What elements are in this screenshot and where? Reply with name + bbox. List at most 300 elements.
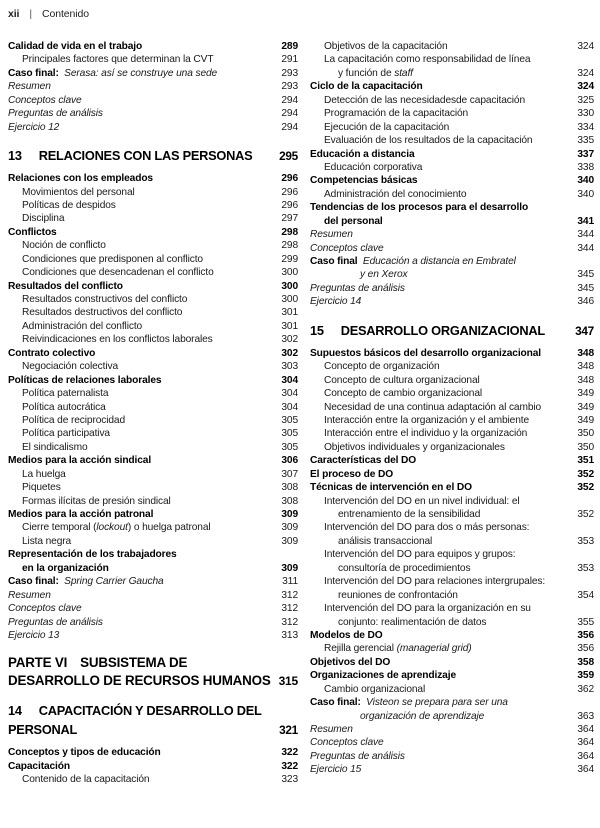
toc-entry-text [8,320,142,333]
toc-page-number: 353 [577,535,594,547]
toc-page-number: 350 [577,428,594,440]
toc-entry [8,212,298,225]
toc-entry-text [8,146,252,165]
toc-entry-segment: La capacitación como responsabilidad de línea [324,54,531,66]
toc-entry-segment: Preguntas de análisis [8,108,103,120]
toc-entry-segment: reuniones de confrontación [338,589,458,601]
toc-entry-text [8,293,187,306]
toc-page-number: 298 [281,240,298,252]
toc-entry-text [310,148,414,161]
toc-entry-segment: DESARROLLO DE RECURSOS HUMANOS [8,672,271,688]
toc-entry-segment: RELACIONES CON LAS PERSONAS [38,148,253,164]
toc-entry-text [310,387,482,400]
toc-entry [8,535,298,548]
toc-entry-segment: Ciclo de la capacitación [310,81,423,93]
toc-entry [8,121,298,134]
toc-entry-text [8,226,57,239]
toc-entry-segment: Concepto de organización [324,361,440,373]
toc-entry-segment: Educación corporativa [324,161,423,173]
toc-entry-segment: Piquetes [22,482,61,494]
toc-spacer [8,165,298,172]
toc-entry [310,282,594,295]
toc-entry-segment: Movimientos del personal [22,186,135,198]
toc-entry [8,468,298,481]
toc-entry [310,508,594,521]
toc-page-number: 344 [577,229,594,241]
toc-entry-text [310,575,545,588]
toc-entry [310,441,594,454]
toc-part-entry [8,672,298,690]
toc-entry-segment: del personal [324,215,383,227]
toc-entry-text [8,575,164,588]
toc-entry [310,414,594,427]
toc-entry-text [310,121,449,134]
toc-page-number: 324 [577,81,594,93]
toc-chapter-entry [8,720,298,739]
toc-entry-text [8,602,82,615]
toc-page-number: 304 [281,388,298,400]
running-header [8,8,89,20]
toc-page-number: 330 [577,108,594,120]
toc-entry-text [310,656,390,669]
toc-page-number: 299 [281,253,298,265]
toc-entry-segment: Cierre temporal ( [22,522,97,534]
toc-page-number: 315 [278,673,298,688]
toc-page-number: 301 [281,307,298,319]
toc-entry-segment: Resumen [310,724,353,735]
toc-entry [8,199,298,212]
toc-page-number: 355 [577,616,594,628]
toc-entry-segment: Preguntas de análisis [310,750,405,762]
toc-page-number: 295 [279,149,298,164]
toc-entry-segment: Características del DO [310,455,417,467]
toc-entry-text [8,280,123,293]
toc-entry-segment: Noción de conflicto [22,240,106,252]
toc-entry [310,255,594,268]
toc-entry-segment: PERSONAL [8,722,78,738]
toc-entry-segment: Interacción entre la organización y el ambiente [324,414,530,426]
toc-entry [8,253,298,266]
toc-entry-segment: Objetivos del DO [310,656,391,668]
toc-entry-segment: entrenamiento de la sensibilidad [338,509,481,520]
toc-entry-text [310,94,525,107]
toc-entry-text [310,268,408,281]
toc-page-number: 305 [281,441,298,453]
toc-entry-text [8,481,61,494]
toc-entry-segment: Administración del conflicto [22,320,143,332]
toc-entry-text [8,401,106,414]
toc-page-number: 341 [577,215,594,227]
toc-entry-text [310,589,458,602]
toc-entry-text [8,186,135,199]
toc-page-number: 298 [281,226,298,238]
toc-entry [8,320,298,333]
toc-entry-segment: Ejecución de la capacitación [324,121,450,133]
toc-page-number: 349 [577,401,594,413]
toc-entry [310,295,594,308]
toc-page-number: 308 [281,482,298,494]
toc-entry-text [310,282,405,295]
toc-entry-segment: Política de reciprocidad [22,414,126,426]
toc-entry-text [310,80,423,93]
toc-entry [310,387,594,400]
toc-entry [8,441,298,454]
toc-entry [8,67,298,80]
toc-entry-segment: Intervención del DO para la organización en su [324,603,531,615]
toc-page-number: 350 [577,441,594,453]
toc-entry-text [310,750,405,763]
toc-entry-text [8,629,59,642]
toc-entry-segment: Políticas de relaciones laborales [8,374,162,386]
toc-page-number: 358 [577,656,594,668]
toc-page-number: 349 [577,388,594,400]
toc-entry-text [310,710,484,723]
toc-entry [8,333,298,346]
toc-entry [8,508,298,521]
toc-entry-text [8,172,153,185]
toc-page-number: 306 [281,455,298,467]
toc-entry [8,427,298,440]
toc-entry-text [310,669,456,682]
toc-page-number: 324 [577,67,594,79]
toc-entry-segment: Tendencias de los procesos para el desarrollo [310,202,529,214]
toc-entry-segment: 15 [310,322,324,338]
toc-part-entry [8,654,298,672]
toc-entry [8,107,298,120]
toc-page-number: 344 [577,242,594,254]
toc-entry [310,575,594,588]
toc-entry-text [8,654,187,672]
toc-page-number: 353 [577,562,594,574]
toc-entry-text [310,228,353,241]
toc-entry-segment: Principales factores que determinan la CVT [22,54,214,66]
toc-entry-text [310,53,530,66]
toc-entry-text [310,255,516,268]
toc-page-number: 356 [577,643,594,655]
toc-entry-segment: Concepto de cultura organizacional [324,374,480,386]
toc-entry-segment: Caso final: [310,697,361,709]
toc-page-number: 304 [281,374,298,386]
toc-page-number: 309 [281,535,298,547]
toc-page-number: 294 [281,108,298,120]
toc-entry-segment: Contenido de la capacitación [22,774,150,786]
toc-entry-segment: Resultados constructivos del conflicto [22,294,188,305]
toc-entry [310,481,594,494]
toc-entry-text [310,201,528,214]
toc-entry [8,760,298,773]
toc-entry-segment: Disciplina [22,213,65,225]
toc-entry [310,602,594,615]
toc-entry-segment: Conceptos clave [310,242,384,254]
toc-entry [310,215,594,228]
toc-entry [8,374,298,387]
toc-entry-text [310,441,505,454]
toc-entry-text [310,642,472,655]
toc-entry-text [8,387,108,400]
toc-page-number: 302 [281,347,298,359]
toc-entry [310,535,594,548]
toc-entry-segment: 14 [8,703,22,719]
toc-entry [8,186,298,199]
toc-page-number: 297 [281,213,298,225]
toc-entry-text [8,374,161,387]
toc-entry-text [310,696,508,709]
toc-entry-text [310,616,486,629]
toc-entry-segment: lockout [96,522,128,534]
toc-entry-segment: análisis transaccional [338,535,433,547]
toc-page-number: 294 [281,121,298,133]
toc-entry [8,481,298,494]
toc-entry-text [310,629,383,642]
toc-page-number: 345 [577,269,594,281]
toc-page-number: 289 [281,41,298,52]
toc-page-number: 305 [281,428,298,440]
toc-entry [8,495,298,508]
toc-spacer [8,689,298,701]
toc-entry-segment: Políticas de despidos [22,199,116,211]
toc-entry-segment: Ejercicio 15 [310,764,362,776]
toc-entry-segment: Política participativa [22,428,110,440]
toc-entry-text [8,760,70,773]
toc-entry-text [310,215,383,228]
toc-entry-segment: Intervención del DO para dos o más personas: [324,522,530,534]
toc-entry-text [310,188,466,201]
toc-page-number: 354 [577,589,594,601]
toc-entry-segment: Contrato colectivo [8,347,96,359]
toc-entry-segment: Preguntas de análisis [310,282,405,294]
toc-page-number: 364 [577,724,594,735]
toc-page-number: 340 [577,175,594,187]
toc-entry-segment: Necesidad de una continua adaptación al cambio [324,401,542,413]
toc-entry-segment: Representación de los trabajadores [8,549,177,561]
toc-entry-text [8,67,217,80]
toc-entry-segment: y en Xerox [360,269,408,281]
toc-entry [310,750,594,763]
toc-page-number: 349 [577,414,594,426]
toc-entry [310,723,594,736]
toc-page-number: 305 [281,414,298,426]
toc-entry-segment: Relaciones con los empleados [8,173,153,185]
toc-entry-text [8,616,103,629]
toc-page-number: 300 [281,294,298,305]
toc-entry [310,656,594,669]
toc-page-number: 321 [279,723,298,738]
toc-entry [8,53,298,66]
toc-entry-text [310,454,416,467]
toc-page-number: 348 [577,347,594,359]
toc-entry-text [310,414,529,427]
toc-page-number: 352 [577,509,594,520]
toc-entry-segment: consultoría de procedimientos [338,562,471,574]
toc-entry-segment: Administración del conocimiento [324,188,467,200]
toc-entry-text [8,306,182,319]
toc-entry-segment: Educación a distancia [310,148,415,160]
toc-entry-segment: Medios para la acción patronal [8,509,154,520]
toc-entry-text [8,495,171,508]
toc-entry-text [8,521,211,534]
toc-spacer [8,134,298,146]
toc-entry [8,40,298,53]
header-folio: xii [8,8,20,20]
toc-entry-text [310,242,384,255]
toc-entry-segment: Evaluación de los resultados de la capacitación [324,135,533,147]
toc-entry-text [310,295,361,308]
toc-entry-text [8,40,142,53]
toc-page-number: 323 [281,774,298,786]
toc-entry-segment: Resultados del conflicto [8,280,123,292]
toc-entry-segment: Objetivos de la capacitación [324,41,448,52]
toc-entry [310,589,594,602]
toc-entry [8,746,298,759]
toc-entry-text [8,701,262,720]
toc-entry-segment: Concepto de cambio organizacional [324,388,483,400]
toc-entry [310,161,594,174]
toc-entry-segment: conjunto: realimentación de datos [338,616,487,628]
toc-page-number: 363 [577,710,594,722]
toc-page-number: 309 [281,562,298,574]
toc-entry-segment: Interacción entre el individuo y la organización [324,428,528,440]
toc-entry-text [8,746,161,759]
toc-page-number: 322 [281,760,298,772]
toc-entry-text [8,239,106,252]
toc-entry-segment: Caso final: [8,67,59,79]
toc-entry-text [310,763,361,776]
toc-page-number: 348 [577,374,594,386]
toc-entry-text [310,535,432,548]
toc-entry-text [310,481,472,494]
toc-entry-text [310,562,470,575]
toc-entry-segment: Intervención del DO en un nivel individual: el [324,495,520,507]
toc-entry-text [8,266,214,279]
toc-entry-segment: Ejercicio 14 [310,296,362,308]
toc-entry-segment: Preguntas de análisis [8,616,103,628]
toc-entry-text [8,773,149,786]
toc-page-number: 346 [577,296,594,308]
toc-chapter-entry [8,701,298,720]
toc-page-number: 293 [281,67,298,79]
toc-entry-text [310,736,384,749]
toc-entry [8,414,298,427]
toc-entry-segment: Educación a distancia en Embratel [357,256,516,267]
toc-entry-segment: Conceptos clave [8,94,82,106]
toc-page-number: 296 [281,186,298,198]
toc-page-number: 352 [577,468,594,480]
toc-page-number: 309 [281,509,298,520]
toc-entry [310,174,594,187]
toc-entry-text [8,427,110,440]
toc-entry [310,642,594,655]
toc-entry [310,468,594,481]
toc-page-number: 296 [281,173,298,185]
toc-page-number: 301 [281,320,298,332]
toc-page-number: 303 [281,361,298,373]
toc-entry [310,107,594,120]
toc-entry [8,280,298,293]
toc-entry-segment: Resumen [8,81,51,93]
toc-entry-segment: Lista negra [22,535,72,547]
toc-page-number: 362 [577,683,594,695]
toc-entry [310,495,594,508]
toc-entry [310,201,594,214]
toc-entry-segment: Spring Carrier Gaucha [58,576,164,588]
toc-entry [310,401,594,414]
toc-entry-text [310,683,425,696]
toc-page-number: 308 [281,495,298,507]
toc-entry [8,94,298,107]
toc-entry [310,427,594,440]
toc-entry-text [310,521,529,534]
toc-entry-text [8,548,177,561]
toc-page-number: 364 [577,750,594,762]
toc-page-number: 340 [577,188,594,200]
toc-entry-text [8,720,77,739]
toc-entry [8,293,298,306]
toc-entry [8,454,298,467]
toc-entry-text [8,535,71,548]
toc-entry-segment: SUBSISTEMA DE [80,655,188,671]
toc-entry-segment: La huelga [22,468,66,480]
toc-entry [310,360,594,373]
toc-spacer [8,642,298,654]
toc-entry-segment: Caso final: [8,576,59,588]
toc-page-number: 322 [281,747,298,759]
toc-entry-segment: Ejercicio 13 [8,629,60,641]
toc-page-number: 311 [282,576,298,588]
toc-entry-text [310,107,468,120]
toc-entry-segment: Visteon se prepara para ser una [360,697,508,709]
toc-entry-text [8,94,82,107]
toc-entry [310,188,594,201]
toc-page-number: 304 [281,401,298,413]
toc-entry [310,669,594,682]
toc-entry-segment: Medios para la acción sindical [8,455,152,467]
toc-entry-text [8,562,109,575]
toc-entry-segment: Competencias básicas [310,175,418,187]
toc-entry-segment: Conflictos [8,226,57,238]
toc-page-number: 312 [281,603,298,615]
toc-entry-text [310,161,422,174]
header-title: Contenido [42,8,89,20]
toc-entry-segment: Detección de las necesidadesde capacitación [324,94,525,106]
toc-page-number: 312 [281,589,298,601]
toc-entry-text [8,508,153,521]
toc-entry-text [8,333,213,346]
toc-page-number: 325 [577,94,594,106]
toc-entry [8,521,298,534]
toc-entry-segment: organización de aprendizaje [360,710,485,722]
toc-entry-segment: Organizaciones de aprendizaje [310,670,456,682]
toc-entry-text [310,508,480,521]
toc-entry-segment: DESARROLLO ORGANIZACIONAL [340,322,545,338]
toc-entry-segment: Conceptos clave [8,603,82,615]
toc-entry [310,629,594,642]
toc-entry-text [8,253,203,266]
header-separator-bar: | [29,8,33,20]
toc-page-number: 309 [281,522,298,534]
toc-entry-segment: Intervención del DO para relaciones intergrupales: [324,576,546,588]
toc-page-number: 324 [577,41,594,52]
toc-entry-text [310,40,448,53]
toc-entry [310,736,594,749]
toc-entry-segment: Condiciones que desencadenan el conflicto [22,267,214,279]
toc-entry-text [310,723,353,736]
toc-entry [310,521,594,534]
toc-entry-segment: CAPACITACIÓN Y DESARROLLO DEL [38,703,262,719]
toc-entry-text [8,121,59,134]
toc-entry-segment: Ejercicio 12 [8,121,60,133]
toc-page-number: 359 [577,670,594,682]
toc-entry [310,67,594,80]
